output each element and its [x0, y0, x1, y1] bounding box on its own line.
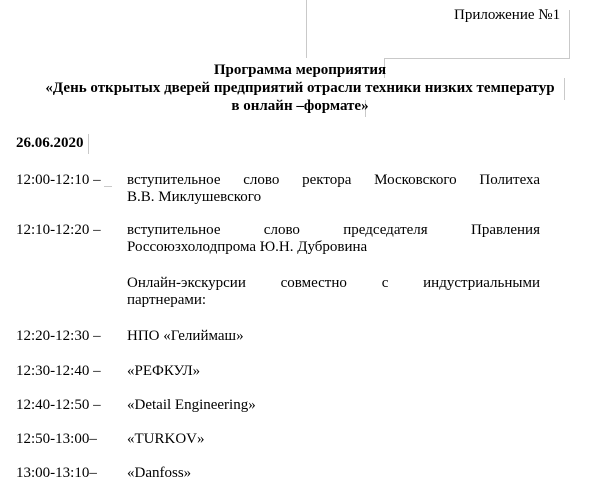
description-line: вступительное слово председателя Правления	[127, 222, 540, 238]
schedule-description	[127, 328, 540, 345]
schedule-time: 12:30-12:40 –	[16, 363, 101, 379]
description-line: Россоюзхолодпрома Ю.Н. Дубровина	[127, 239, 368, 255]
schedule-time: 12:50-13:00–	[16, 431, 97, 447]
appendix-label: Приложение №1	[454, 7, 561, 23]
event-format: в онлайн –формате»	[231, 98, 369, 114]
description-line: «TURKOV»	[127, 431, 205, 447]
description-line: партнерами:	[127, 292, 207, 308]
schedule-description	[127, 397, 540, 414]
description-line: «Detail Engineering»	[127, 397, 256, 413]
schedule-description	[127, 172, 540, 206]
schedule-time: 13:00-13:10–	[16, 465, 97, 481]
schedule-time: 12:40-12:50 –	[16, 397, 101, 413]
text-boundary-line	[104, 186, 112, 187]
text-boundary-line	[384, 58, 570, 59]
schedule-description	[127, 275, 540, 309]
text-boundary-line	[306, 0, 307, 58]
event-date: 26.06.2020	[16, 135, 84, 151]
schedule-description	[127, 222, 540, 256]
schedule-description	[127, 363, 540, 380]
schedule-time: 12:00-12:10 –	[16, 172, 101, 188]
description-line: «Danfoss»	[127, 465, 192, 481]
description-line: НПО «Гелиймаш»	[127, 328, 244, 344]
description-line: «РЕФКУЛ»	[127, 363, 201, 379]
program-title: Программа мероприятия	[213, 62, 387, 78]
schedule-description	[127, 431, 540, 448]
schedule-description	[127, 465, 540, 482]
description-line: Онлайн-экскурсии совместно с индустриальными	[127, 275, 540, 291]
description-line: В.В. Миклушевского	[127, 189, 262, 205]
event-name: «День открытых дверей предприятий отрасли техники низких температур	[45, 80, 555, 96]
description-line: вступительное слово ректора Московского Политеха	[127, 172, 540, 188]
schedule-time: 12:10-12:20 –	[16, 222, 101, 238]
text-boundary-line	[569, 10, 570, 58]
schedule-time: 12:20-12:30 –	[16, 328, 101, 344]
text-boundary-line	[88, 134, 89, 154]
